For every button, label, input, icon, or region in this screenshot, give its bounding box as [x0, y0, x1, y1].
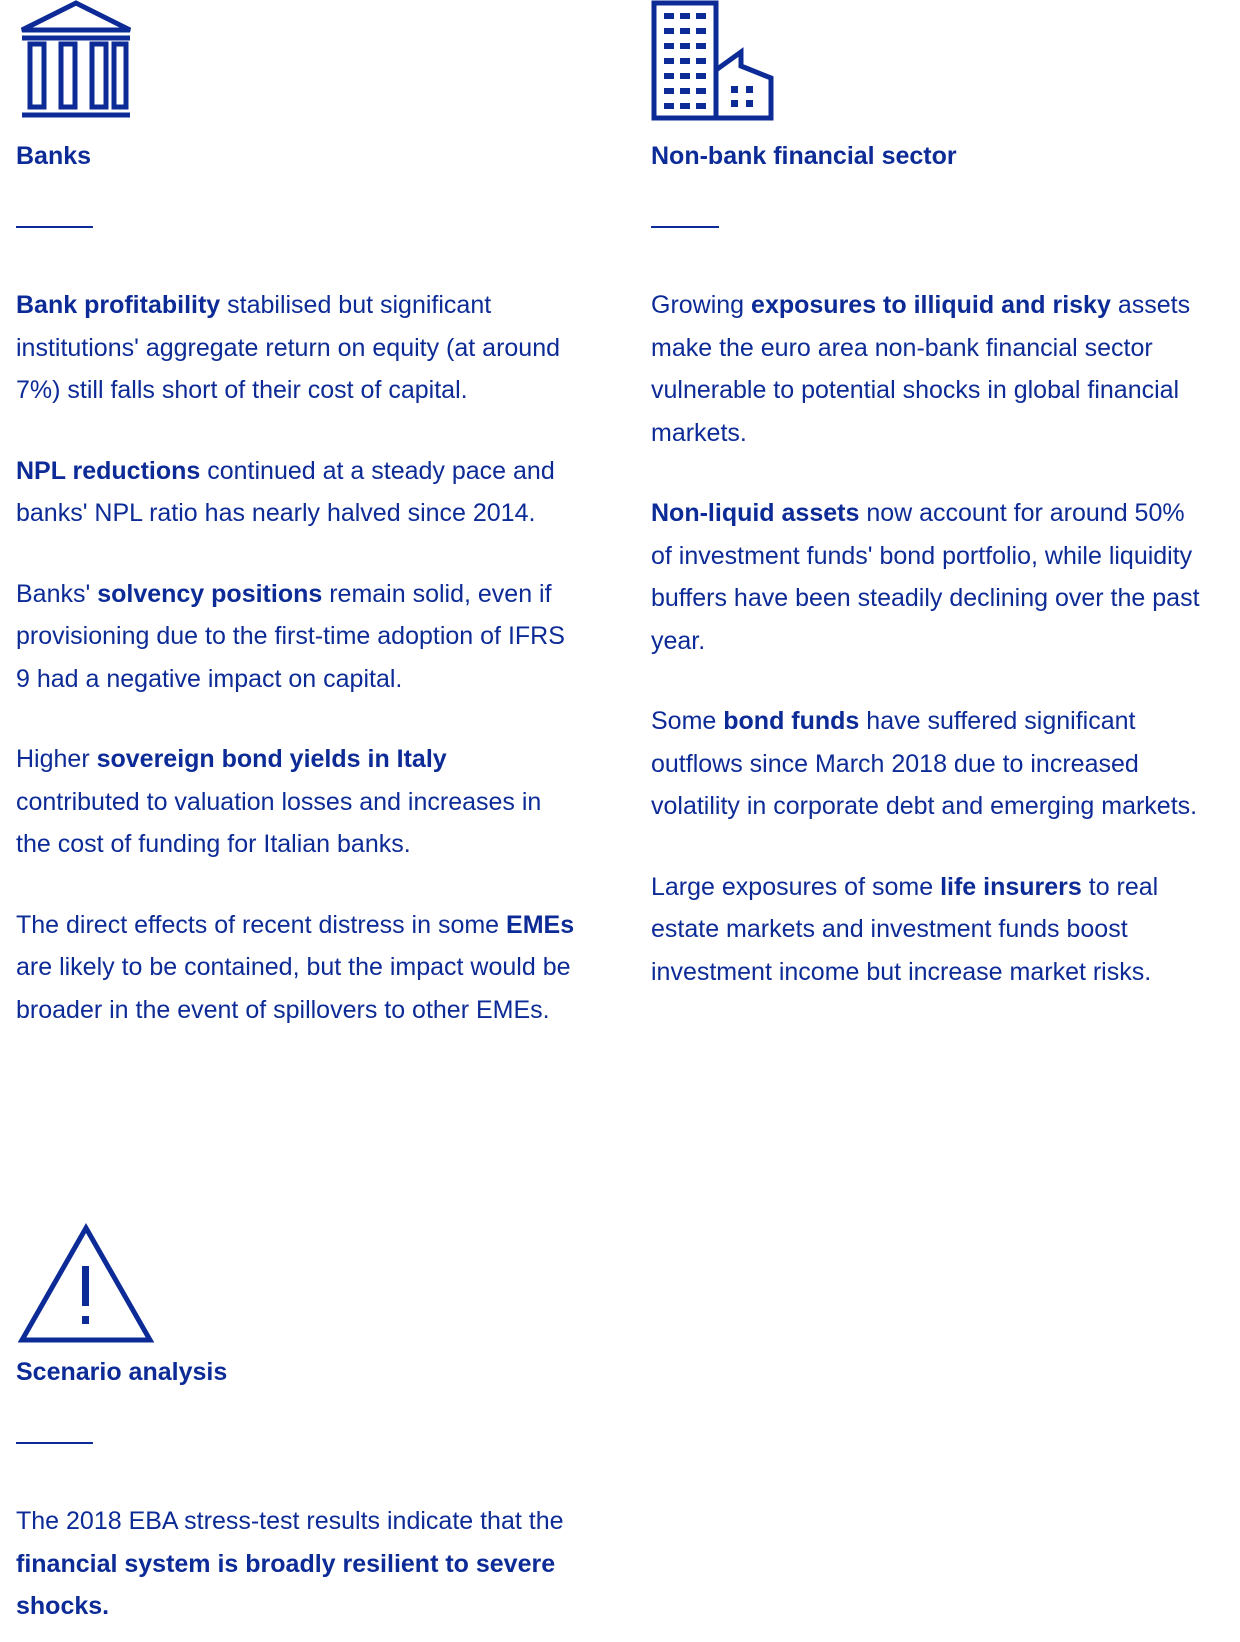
emphasis-text: life insurers: [940, 872, 1082, 901]
banks-paragraphs: [16, 284, 576, 1031]
emphasis-text: exposures to illiquid and risky: [751, 291, 1111, 319]
body-text: Growing: [651, 291, 752, 319]
scenario-heading: Scenario analysis: [16, 1358, 228, 1386]
body-text: Large exposures of some: [651, 872, 941, 901]
banks-heading: Banks: [16, 142, 92, 170]
nonbank-divider: [651, 226, 719, 228]
body-text: contributed to valuation losses and increases in the cost of funding for Italian banks.: [16, 787, 542, 858]
emphasis-text: sovereign bond yields in Italy: [96, 745, 447, 773]
body-text: now account for around 50% of investment funds' bond portfolio, while liquidity buffers have been steadily declining over the past year.: [651, 499, 1200, 655]
body-paragraph: [651, 866, 1211, 994]
emphasis-text: financial system is broadly resilient to severe shocks.: [16, 1549, 556, 1620]
body-paragraph: [16, 904, 576, 1032]
banks-divider: [16, 226, 93, 228]
body-paragraph: [16, 573, 576, 701]
nonbank-heading: Non-bank financial sector: [651, 142, 957, 170]
emphasis-text: Non-liquid assets: [651, 499, 860, 527]
body-text: Banks': [16, 579, 98, 608]
body-paragraph: [16, 1500, 576, 1628]
body-paragraph: [651, 284, 1211, 454]
emphasis-text: Bank profitability: [16, 291, 221, 319]
body-text: remain solid, even if provisioning due to the first-time adoption of IFRS 9 had a negative impact on capital.: [16, 579, 565, 693]
body-paragraph: [16, 450, 576, 535]
nonbank-section: [651, 0, 1211, 993]
body-text: assets make the euro area non-bank financial sector vulnerable to potential shocks in global financial markets.: [651, 291, 1191, 447]
body-text: Higher: [16, 745, 97, 773]
banks-section: [16, 0, 576, 1031]
body-text: stabilised but significant institutions' aggregate return on equity (at around 7%) still falls short of their cost of capital.: [16, 291, 561, 404]
body-text: The 2018 EBA stress-test results indicate that the: [16, 1507, 564, 1535]
scenario-paragraphs: [16, 1500, 576, 1628]
body-text: to real estate markets and investment funds boost investment income but increase market risks.: [651, 872, 1159, 986]
office-buildings-icon: [651, 0, 775, 124]
nonbank-paragraphs: [651, 284, 1211, 993]
body-text: have suffered significant outflows since March 2018 due to increased volatility in corporate debt and emerging markets.: [651, 707, 1198, 820]
body-paragraph: [16, 738, 576, 866]
body-paragraph: [651, 700, 1211, 828]
body-text: The direct effects of recent distress in some: [16, 910, 507, 939]
warning-triangle-icon: [16, 1222, 156, 1346]
body-text: Some: [651, 707, 724, 735]
emphasis-text: solvency positions: [97, 579, 323, 608]
emphasis-text: EMEs: [506, 910, 575, 939]
body-text: continued at a steady pace and banks' NPL ratio has nearly halved since 2014.: [16, 456, 555, 527]
body-paragraph: [651, 492, 1211, 662]
body-text: are likely to be contained, but the impact would be broader in the event of spillovers to other EMEs.: [16, 953, 571, 1024]
emphasis-text: bond funds: [723, 707, 860, 735]
bank-columns-icon: [16, 0, 136, 124]
body-paragraph: [16, 284, 576, 412]
scenario-divider: [16, 1442, 93, 1444]
scenario-section: [16, 1222, 576, 1628]
emphasis-text: NPL reductions: [16, 456, 201, 485]
